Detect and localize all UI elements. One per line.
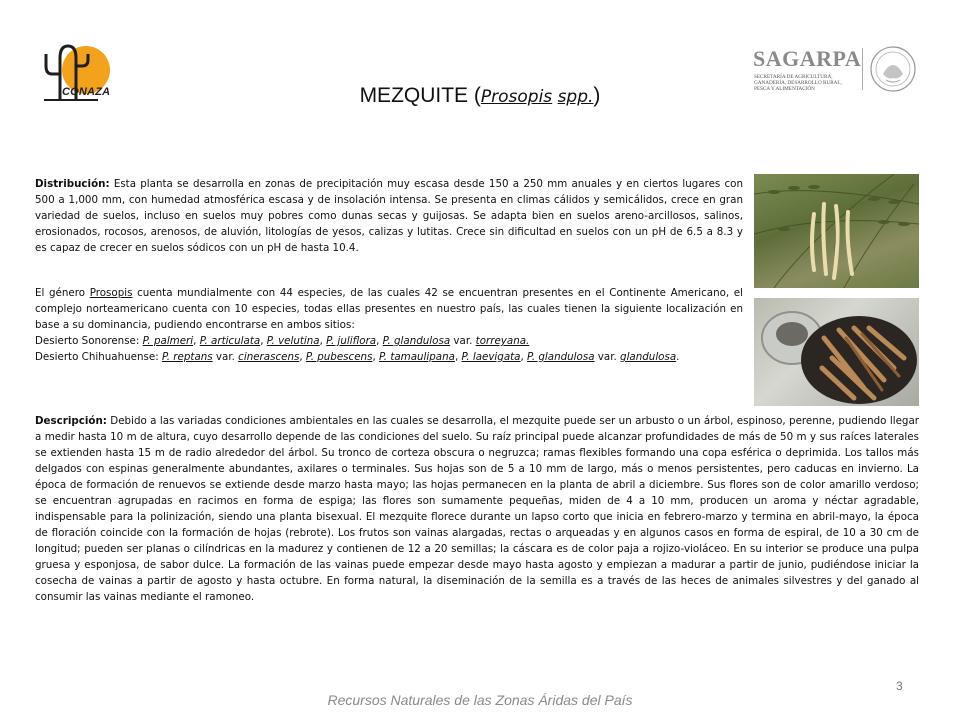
footer-text: Recursos Naturales de las Zonas Áridas del País [327,692,633,708]
species-item: P. juliflora [326,335,377,347]
genus-text-a: El género [35,287,90,299]
page-number: 3 [896,679,903,693]
species-item: P. laevigata [461,351,521,363]
species-item: P. palmeri [142,335,194,347]
species-item: P. glandulosa [527,351,595,363]
title-genus: Prosopis [480,87,553,107]
sentence-end: . [676,351,680,363]
species-item: P. pubescens [305,351,373,363]
variety-name: cinerascens [238,351,300,363]
species-item: P. velutina [266,335,320,347]
species-item: P. reptans [161,351,213,363]
mesquite-pods-photo [754,298,919,406]
conaza-logo-text: CONAZA [62,86,111,98]
description-paragraph [35,413,919,605]
genus-name: Prosopis [89,287,133,299]
var-label: var. [450,335,476,347]
chihuahuense-label: Desierto Chihuahuense: [35,351,162,363]
page-title [0,84,960,108]
species-item: P. tamaulipana [378,351,455,363]
variety-name: glandulosa [620,351,677,363]
sagarpa-subtitle: SECRETARÍA DE AGRICULTURA, GANADERÍA, DESARROLLO RURAL, PESCA Y ALIMENTACIÓN [754,74,842,93]
mesquite-plant-photo [754,174,919,288]
var-label: var. [594,351,621,363]
var-label: var. [212,351,239,363]
genus-paragraph: El género Prosopis cuenta mundialmente con 44 especies, de las cuales 42 se encuentran presentes en el Continente Americano, el complejo norteamericano cuenta con 10 especies, todas ellas presentes en nuestro país, las cuales tienen la siguiente localización en base a su dominancia, pudiendo encontrarse en ambos sitios: Desierto Sonorense: P. palmeri, P. articulata, P. velutina, P. juliflora, P. glandulosa var. torreyana. Desierto Chihuahuense: P. reptans var. cinerascens, P. pubescens, P. tamaulipana, P. laevigata, P. glandulosa var. glandulosa. [35,287,744,363]
species-item: P. articulata [199,335,261,347]
title-main: MEZQUITE ( [359,84,481,107]
distribution-text: Esta planta se desarrolla en zonas de precipitación muy escasa desde 150 a 250 mm anuales y en ciertos lugares con 500 a 1,000 mm, con humedad atmosférica escasa y de insolación intensa. Se presenta en climas cálidos y semicálidos, crece en gran variedad de suelos, incluso en suelos muy pobres como dunas secas y guijosas. Se adapta bien en suelos areno-arcillosos, salinos, erosionados, rocosos, arenosos, de aluvión, litologías de yesos, calizas y lutitas. Crece sin dificultad en suelos con un pH de 6.5 a 8.3 y es capaz de crecer en suelos sódicos con un pH de hasta 10.4. [35,178,743,254]
sagarpa-name: SAGARPA [753,46,862,71]
description-text: Debido a las variadas condiciones ambientales en las cuales se desarrolla, el mezquite puede ser un arbusto o un árbol, espinoso, perenne, pudiendo llegar a medir hasta 10 m de altura, cuyo desarrollo depende de las condiciones del suelo. Su raíz principal puede alcanzar profundidades de más de 50 m y sus raíces laterales se extienden hasta 15 m de radio alrededor del árbol. Su tronco de corteza obscura o negruzca; ramas flexibles formando una copa esférica o deprimida. Los tallos más delgados con espinas generalmente abundantes, axilares o terminales. Sus hojas son de 5 a 10 mm de largo, más o menos persistentes, pero caducas en invierno. La época de formación de renuevos se extiende desde marzo hasta mayo; las hojas permanecen en la planta de abril a diciembre. Sus flores son de color amarillo verdoso; se encuentran agrupadas en racimos en forma de espiga; las flores son sumamente pequeñas, miden de 4 a 10 mm, producen un aroma y néctar agradable, indispensable para la polinización, siendo una planta bisexual. El mezquite florece durante un lapso corto que inicia en febrero-marzo y termina en abril-mayo, la época de floración coincide con la formación de hojas (rebrote). Los frutos son vainas alargadas, rectas o arqueadas y en algunos casos en forma de espiral, de 10 a 30 cm de longitud; pueden ser planas o cilíndricas en la madurez y contienen de 12 a 20 semillas; la cáscara es de color paja a rojizo-violáceo. En su interior se produce una pulpa gruesa y esponjosa, de sabor dulce. La formación de las vainas puede empezar desde mayo hasta agosto y empiezan a madurar a partir de junio, pudiéndose iniciar la cosecha de vainas a partir de agosto y hasta octubre. En forma natural, la diseminación de la semilla es a través de las heces de animales silvestres y del ganado al consumir las vainas mediante el ramoneo. [35,415,919,603]
title-species: spp. [557,87,594,107]
distribution-label: Distribución: [35,178,110,190]
sonorense-label: Desierto Sonorense: [35,335,143,347]
variety-name: torreyana. [475,335,530,347]
description-label: Descripción: [35,415,107,427]
species-item: P. glandulosa [382,335,451,347]
distribution-paragraph [35,176,743,256]
genus-text-b: cuenta mundialmente con 44 especies, de las cuales 42 se encuentran presentes en el Continente Americano, el complejo norteamericano cuenta con 10 especies, todas ellas presentes en nuestro país, las cuales tienen la siguiente localización en base a su dominancia, pudiendo encontrarse en ambos sitios: [35,287,744,331]
title-close: ) [593,84,601,107]
